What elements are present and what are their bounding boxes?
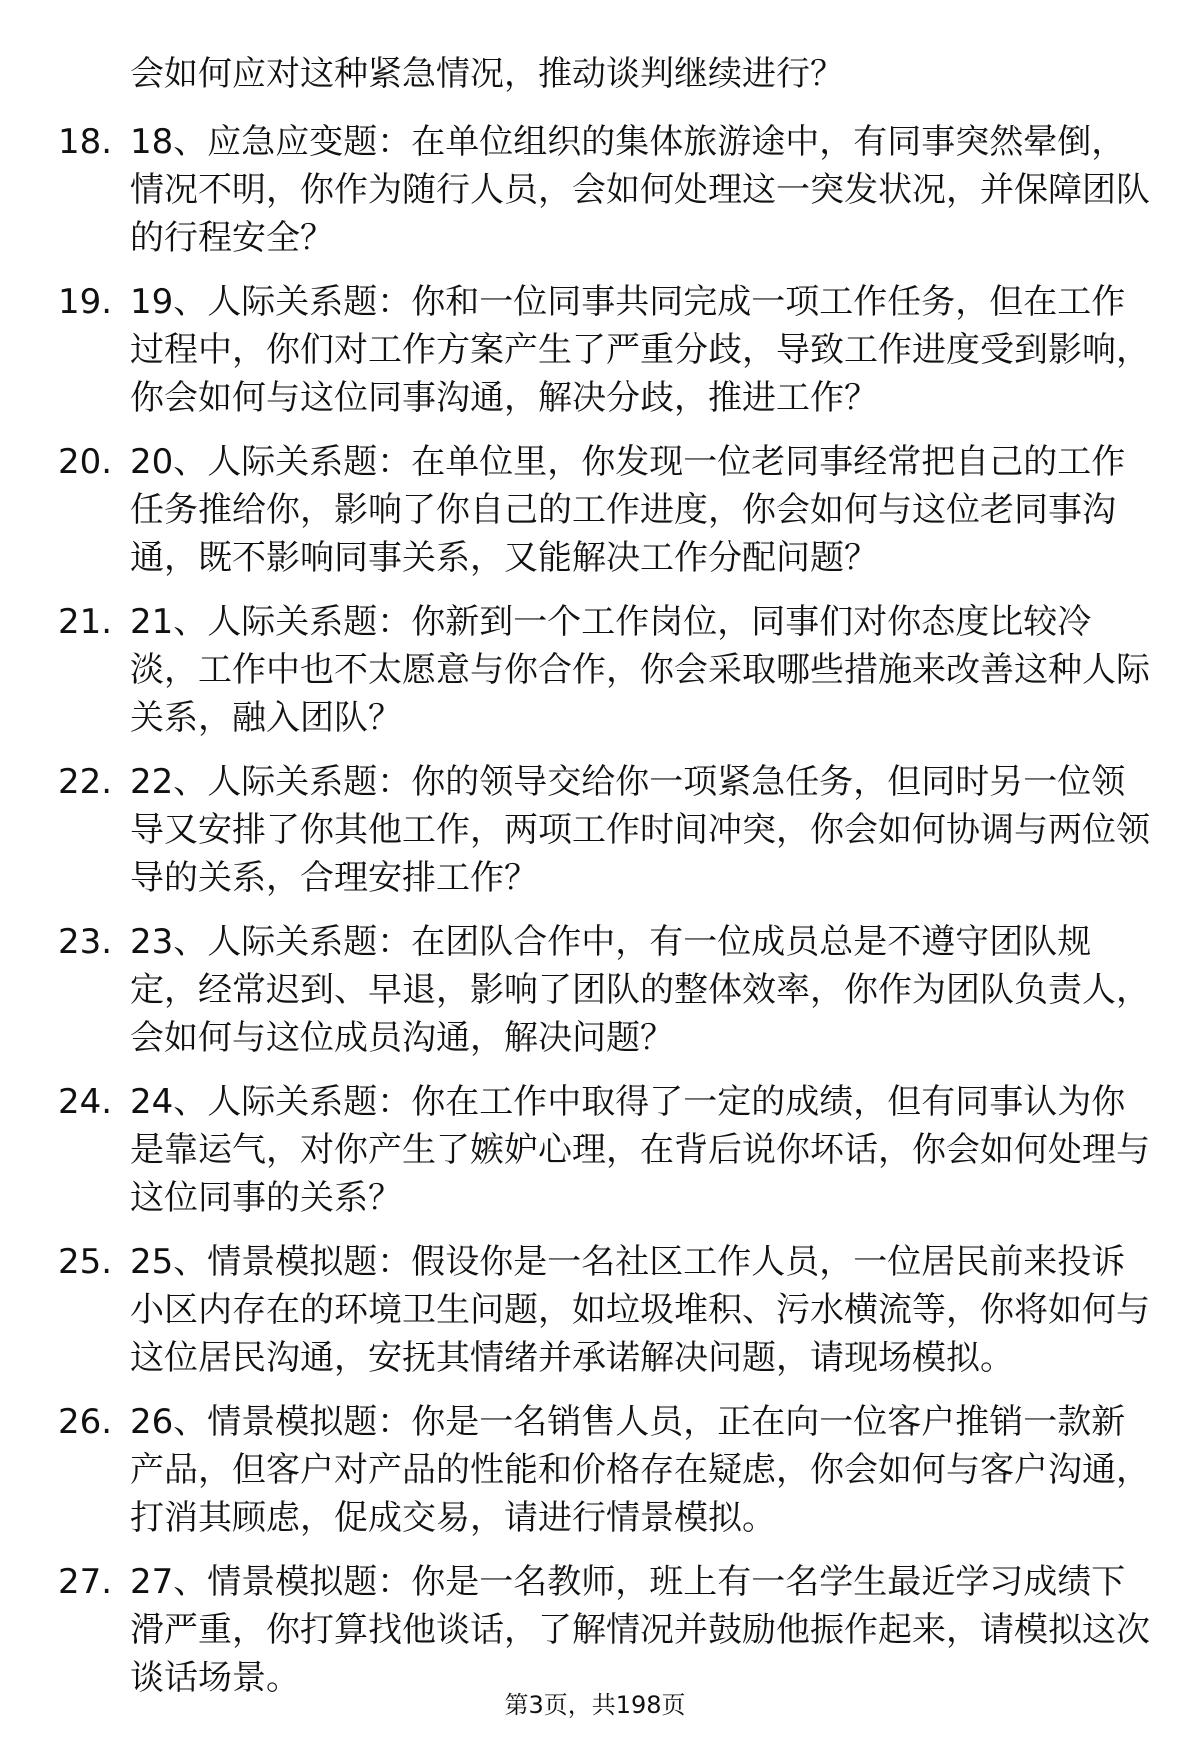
list-item-number: 20. [58,442,113,482]
list-item-text: 26、情景模拟题：你是一名销售人员，正在向一位客户推销一款新产品，但客户对产品的性能和价格存在疑虑，你会如何与客户沟通，打消其顾虑，促成交易，请进行情景模拟。 [130,1402,1150,1538]
list-item-number: 21. [58,602,113,642]
list-item-number: 24. [58,1082,113,1122]
list-item-text: 21、人际关系题：你新到一个工作岗位，同事们对你态度比较冷淡，工作中也不太愿意与你合作，你会采取哪些措施来改善这种人际关系，融入团队？ [130,602,1150,738]
list-item [58,438,1158,582]
continuation-paragraph: 会如何应对这种紧急情况，推动谈判继续进行？ [130,54,844,94]
list-item [58,918,1158,1062]
list-item [58,1078,1158,1222]
list-item-text: 24、人际关系题：你在工作中取得了一定的成绩，但有同事认为你是靠运气，对你产生了嫉妒心理，在背后说你坏话，你会如何处理与这位同事的关系？ [130,1082,1150,1218]
question-list [58,118,1158,1718]
list-item-number: 25. [58,1242,113,1282]
list-item-text: 18、应急应变题：在单位组织的集体旅游途中，有同事突然晕倒，情况不明，你作为随行人员，会如何处理这一突发状况，并保障团队的行程安全？ [130,122,1150,258]
list-item [58,118,1158,262]
list-item-text: 23、人际关系题：在团队合作中，有一位成员总是不遵守团队规定，经常迟到、早退，影响了团队的整体效率，你作为团队负责人，会如何与这位成员沟通，解决问题？ [130,922,1150,1058]
list-item-text: 20、人际关系题：在单位里，你发现一位老同事经常把自己的工作任务推给你，影响了你自己的工作进度，你会如何与这位老同事沟通，既不影响同事关系，又能解决工作分配问题？ [130,442,1126,578]
page-number-footer: 第3页，共198页 [504,1691,686,1719]
list-item-number: 19. [58,282,113,322]
list-item-number: 26. [58,1402,113,1442]
list-item [58,1238,1158,1382]
list-item [58,1398,1158,1542]
list-item-number: 27. [58,1562,113,1602]
list-item [58,758,1158,902]
list-item-text: 25、情景模拟题：假设你是一名社区工作人员，一位居民前来投诉小区内存在的环境卫生问题，如垃圾堆积、污水横流等，你将如何与这位居民沟通，安抚其情绪并承诺解决问题，请现场模拟。 [130,1242,1150,1378]
list-item-text: 22、人际关系题：你的领导交给你一项紧急任务，但同时另一位领导又安排了你其他工作，两项工作时间冲突，你会如何协调与两位领导的关系，合理安排工作？ [130,762,1150,898]
list-item-text: 19、人际关系题：你和一位同事共同完成一项工作任务，但在工作过程中，你们对工作方案产生了严重分歧，导致工作进度受到影响，你会如何与这位同事沟通，解决分歧，推进工作？ [130,282,1150,418]
list-item-number: 22. [58,762,113,802]
list-item-number: 18. [58,122,113,162]
list-item-text: 27、情景模拟题：你是一名教师，班上有一名学生最近学习成绩下滑严重，你打算找他谈话，了解情况并鼓励他振作起来，请模拟这次谈话场景。 [130,1562,1150,1698]
list-item-number: 23. [58,922,113,962]
list-item [58,1558,1158,1702]
list-item [58,598,1158,742]
list-item [58,278,1158,422]
